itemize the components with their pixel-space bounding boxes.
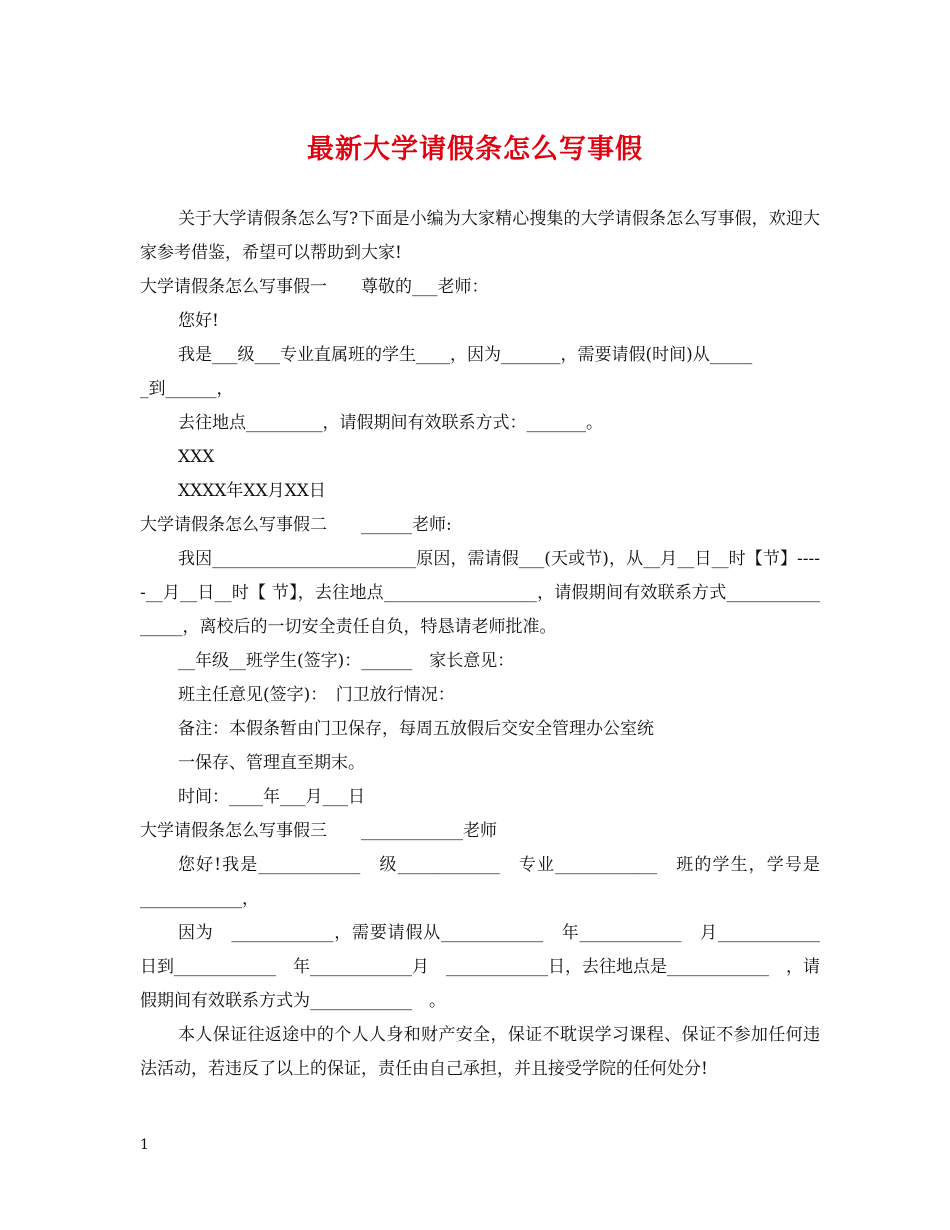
paragraph: 本人保证往返途中的个人人身和财产安全，保证不耽误学习课程、保证不参加任何违法活动，若违反了以上的保证，责任由自己承担，并且接受学院的任何处分!	[140, 1025, 820, 1079]
paragraph: 一保存、管理直至期末。	[178, 753, 365, 773]
paragraph: 关于大学请假条怎么写?下面是小编为大家精心搜集的大学请假条怎么写事假，欢迎大家参考借鉴，希望可以帮助到大家!	[140, 209, 820, 263]
document-title: 最新大学请假条怎么写事假	[307, 134, 643, 165]
paragraph: 我是___级___专业直属班的学生____，因为_______，需要请假(时间)从_____	[178, 345, 753, 365]
paragraph: 时间：____年___月___日	[178, 787, 365, 807]
paragraph: 大学请假条怎么写事假三 ____________老师	[140, 821, 497, 841]
paragraph: 大学请假条怎么写事假二 ______老师:	[140, 515, 452, 535]
paragraph: 大学请假条怎么写事假一 尊敬的___老师：	[140, 277, 489, 297]
paragraph: 您好!我是____________ 级____________ 专业____________ 班的学生，学号是 ____________，	[140, 855, 837, 909]
paragraph: _到______，	[140, 379, 234, 399]
paragraph: 备注：本假条暂由门卫保存，每周五放假后交安全管理办公室统	[178, 719, 654, 739]
paragraph: 因为 ____________，需要请假从____________ 年____________ 月____________ 日到____________ 年____________月 ____________日，去往地点是____________ ，请假期间有效联系方式为____________ 。	[140, 923, 837, 1011]
paragraph: 我因________________________原因，需请假___(天或节)，从__月__日__时【节】-----__月__日__时【 节】，去往地点__________________，请假期间有效联系方式________________，离校后的一切安全责任自负，特恳请老师批准。	[140, 549, 820, 637]
paragraph: 您好!	[178, 311, 219, 331]
paragraph: 班主任意见(签字)： 门卫放行情况：	[178, 685, 455, 705]
document-body	[140, 202, 837, 1086]
page-number: 1	[140, 1137, 149, 1153]
paragraph: XXX	[178, 447, 215, 467]
paragraph: 去往地点_________，请假期间有效联系方式：_______。	[178, 413, 603, 433]
paragraph: XXXX年XX月XX日	[178, 481, 326, 501]
paragraph: __年级__班学生(签字)：______ 家长意见：	[178, 651, 515, 671]
